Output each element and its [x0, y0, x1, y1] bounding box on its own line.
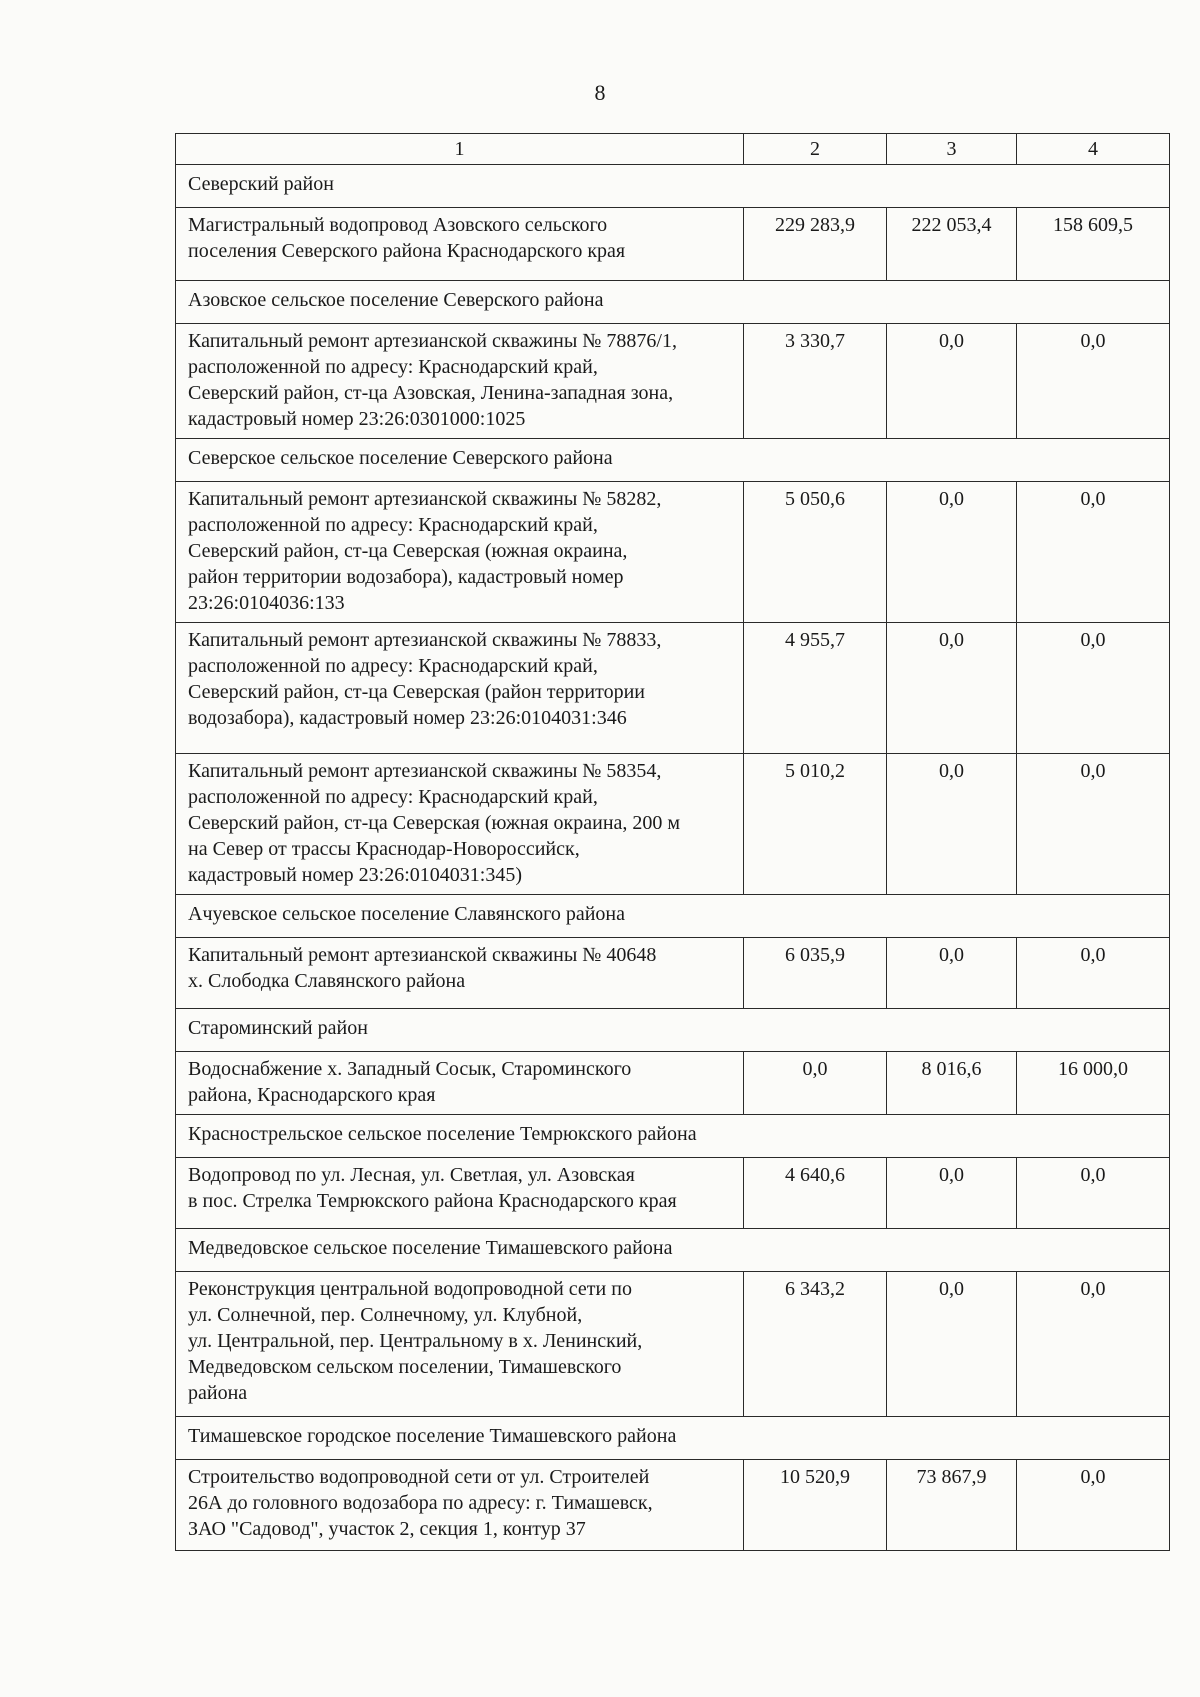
row-description: Капитальный ремонт артезианской скважины № 58282, расположенной по адресу: Краснодарский край, Северский район, ст-ца Северская (южная окраина, район территории водозабора), кадастровый номер 23:26:0104036:133 — [176, 482, 744, 623]
row-value-col2: 4 955,7 — [744, 623, 887, 754]
row-description: Строительство водопроводной сети от ул. Строителей 26А до головного водозабора по адресу: г. Тимашевск, ЗАО "Садовод", участок 2, секция 1, контур 37 — [176, 1460, 744, 1551]
table-row — [176, 1158, 1170, 1229]
table-row — [176, 1272, 1170, 1417]
row-value-col2: 0,0 — [744, 1052, 887, 1115]
row-value-col3: 0,0 — [887, 623, 1017, 754]
table-row — [176, 482, 1170, 623]
table-row — [176, 623, 1170, 754]
row-value-col2: 229 283,9 — [744, 208, 887, 281]
row-value-col2: 6 035,9 — [744, 938, 887, 1009]
section-title: Краснострельское сельское поселение Темрюкского района — [176, 1115, 1170, 1158]
section-row-starominsky-district — [176, 1009, 1170, 1052]
row-value-col3: 0,0 — [887, 1272, 1017, 1417]
row-value-col4: 0,0 — [1017, 1272, 1170, 1417]
row-value-col2: 5 050,6 — [744, 482, 887, 623]
table-header-row — [176, 134, 1170, 165]
row-value-col3: 0,0 — [887, 324, 1017, 439]
row-value-col4: 16 000,0 — [1017, 1052, 1170, 1115]
row-value-col2: 10 520,9 — [744, 1460, 887, 1551]
row-value-col4: 0,0 — [1017, 938, 1170, 1009]
header-cell-3: 3 — [887, 134, 1017, 165]
section-row-azov-settlement — [176, 281, 1170, 324]
row-value-col2: 6 343,2 — [744, 1272, 887, 1417]
row-description: Капитальный ремонт артезианской скважины № 78876/1, расположенной по адресу: Краснодарский край, Северский район, ст-ца Азовская, Ленина-западная зона, кадастровый номер 23:26:0301000:1025 — [176, 324, 744, 439]
row-value-col4: 0,0 — [1017, 324, 1170, 439]
row-value-col4: 0,0 — [1017, 1158, 1170, 1229]
funding-table — [175, 133, 1170, 1551]
row-value-col4: 0,0 — [1017, 623, 1170, 754]
table-row — [176, 208, 1170, 281]
row-description: Капитальный ремонт артезианской скважины № 78833, расположенной по адресу: Краснодарский край, Северский район, ст-ца Северская (район территории водозабора), кадастровый номер 23:26:0104031:346 — [176, 623, 744, 754]
row-value-col2: 4 640,6 — [744, 1158, 887, 1229]
row-value-col4: 158 609,5 — [1017, 208, 1170, 281]
row-value-col3: 222 053,4 — [887, 208, 1017, 281]
row-value-col3: 73 867,9 — [887, 1460, 1017, 1551]
row-value-col3: 0,0 — [887, 938, 1017, 1009]
section-title: Староминский район — [176, 1009, 1170, 1052]
row-value-col4: 0,0 — [1017, 1460, 1170, 1551]
row-description: Водопровод по ул. Лесная, ул. Светлая, ул. Азовская в пос. Стрелка Темрюкского района Краснодарского края — [176, 1158, 744, 1229]
section-row-medvedovskoe-settlement — [176, 1229, 1170, 1272]
section-title: Медведовское сельское поселение Тимашевского района — [176, 1229, 1170, 1272]
table-row — [176, 1460, 1170, 1551]
row-value-col3: 0,0 — [887, 1158, 1017, 1229]
section-title: Северское сельское поселение Северского района — [176, 439, 1170, 482]
section-row-timashevskoe-settlement — [176, 1417, 1170, 1460]
row-value-col2: 5 010,2 — [744, 754, 887, 895]
header-cell-4: 4 — [1017, 134, 1170, 165]
section-title: Ачуевское сельское поселение Славянского района — [176, 895, 1170, 938]
header-cell-1: 1 — [176, 134, 744, 165]
section-title: Тимашевское городское поселение Тимашевского района — [176, 1417, 1170, 1460]
row-value-col3: 0,0 — [887, 754, 1017, 895]
row-description: Водоснабжение х. Западный Сосык, Староминского района, Краснодарского края — [176, 1052, 744, 1115]
section-row-krasnostrelskoe-settlement — [176, 1115, 1170, 1158]
header-cell-2: 2 — [744, 134, 887, 165]
section-title: Северский район — [176, 165, 1170, 208]
row-description: Магистральный водопровод Азовского сельского поселения Северского района Краснодарского края — [176, 208, 744, 281]
row-value-col4: 0,0 — [1017, 754, 1170, 895]
row-value-col4: 0,0 — [1017, 482, 1170, 623]
row-description: Реконструкция центральной водопроводной сети по ул. Солнечной, пер. Солнечному, ул. Клубной, ул. Центральной, пер. Центральному в х. Ленинский, Медведовском сельском поселении, Тимашевского района — [176, 1272, 744, 1417]
table-row — [176, 324, 1170, 439]
section-title: Азовское сельское поселение Северского района — [176, 281, 1170, 324]
section-row-severskoe-settlement — [176, 439, 1170, 482]
page-number: 8 — [594, 80, 606, 105]
table-row — [176, 938, 1170, 1009]
table-row — [176, 1052, 1170, 1115]
row-value-col3: 8 016,6 — [887, 1052, 1017, 1115]
section-row-seversky-district — [176, 165, 1170, 208]
section-row-achuev-settlement — [176, 895, 1170, 938]
row-description: Капитальный ремонт артезианской скважины № 58354, расположенной по адресу: Краснодарский край, Северский район, ст-ца Северская (южная окраина, 200 м на Север от трассы Краснодар-Новороссийск, кадастровый номер 23:26:0104031:345) — [176, 754, 744, 895]
table-row — [176, 754, 1170, 895]
row-value-col3: 0,0 — [887, 482, 1017, 623]
row-description: Капитальный ремонт артезианской скважины № 40648 х. Слободка Славянского района — [176, 938, 744, 1009]
row-value-col2: 3 330,7 — [744, 324, 887, 439]
